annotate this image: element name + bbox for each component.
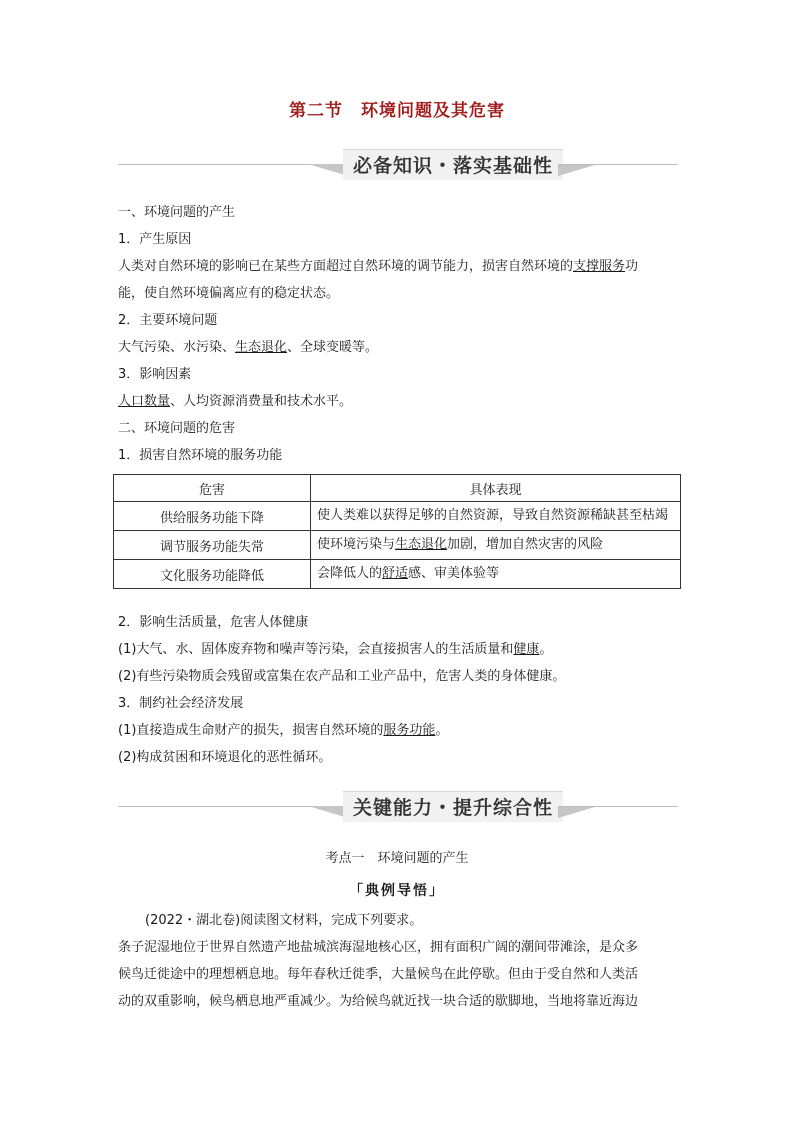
subheading-factors: 3．影响因素: [118, 367, 192, 382]
answer-underline: 生态退化: [395, 537, 448, 552]
answer-underline: 生态退化: [235, 340, 288, 355]
question-line-2: 候鸟迁徙途中的理想栖息地。每年春秋迁徙季，大量候鸟在此停歇。但由于受自然和人类活: [118, 967, 639, 982]
economy-item-1: (1)直接造成生命财产的损失，损害自然环境的服务功能。: [118, 723, 449, 738]
page-title: 第二节 环境问题及其危害: [289, 101, 505, 121]
banner-label: 关键能力・提升综合性: [352, 797, 553, 819]
table-header-harm: 危害: [114, 475, 311, 502]
cause-line-1: 人类对自然环境的影响已在某些方面超过自然环境的调节能力，损害自然环境的支撑服务功: [118, 259, 639, 274]
subheading-health: 2．影响生活质量，危害人体健康: [118, 615, 309, 630]
answer-underline: 服务功能: [383, 723, 436, 738]
question-line-3: 动的双重影响，候鸟栖息地严重减少。为给候鸟就近找一块合适的歇脚地，当地将靠近海边: [118, 994, 639, 1009]
answer-underline: 健康: [513, 642, 540, 657]
answer-underline: 人口数量: [118, 394, 171, 409]
cause-line-2: 能，使自然环境偏离应有的稳定状态。: [118, 286, 340, 301]
factors-line: 人口数量、人均资源消费量和技术水平。: [118, 394, 353, 409]
question-intro: (2022・湖北卷)阅读图文材料，完成下列要求。: [145, 913, 423, 928]
subheading-main-problems: 2．主要环境问题: [118, 313, 218, 328]
main-problems-line: 大气污染、水污染、生态退化、全球变暖等。: [118, 340, 379, 355]
table-row: [114, 531, 681, 560]
table-cell: 使环境污染与生态退化加剧，增加自然灾害的风险: [311, 531, 681, 560]
table-header-detail: 具体表现: [311, 475, 681, 502]
table-cell: 文化服务功能降低: [114, 560, 311, 589]
table-row: [114, 502, 681, 531]
subheading-economy: 3．制约社会经济发展: [118, 696, 244, 711]
table-header-row: [114, 475, 681, 502]
subheading-service-function: 1．损害自然环境的服务功能: [118, 448, 283, 463]
section-heading-harm: 二、环境问题的危害: [118, 421, 236, 436]
harm-table: [113, 474, 681, 589]
health-item-1: (1)大气、水、固体废弃物和噪声等污染，会直接损害人的生活质量和健康。: [118, 642, 553, 657]
section-heading-origin: 一、环境问题的产生: [118, 205, 236, 220]
table-row: [114, 560, 681, 589]
table-cell: 调节服务功能失常: [114, 531, 311, 560]
section-banner-knowledge: [118, 149, 678, 183]
banner-label: 必备知识・落实基础性: [352, 155, 553, 177]
answer-underline: 舒适: [382, 566, 409, 581]
economy-item-2: (2)构成贫困和环境退化的恶性循环。: [118, 750, 332, 765]
topic-heading: 考点一 环境问题的产生: [325, 851, 469, 866]
section-banner-ability: [118, 791, 678, 825]
table-cell: 会降低人的舒适感、审美体验等: [311, 560, 681, 589]
answer-underline: 支撑服务: [573, 259, 626, 274]
question-line-1: 条子泥湿地位于世界自然遗产地盐城滨海湿地核心区，拥有面积广阔的潮间带滩涂，是众多: [118, 940, 639, 955]
table-cell: 供给服务功能下降: [114, 502, 311, 531]
table-cell: 使人类难以获得足够的自然资源，导致自然资源稀缺甚至枯竭: [311, 502, 681, 531]
subheading-cause: 1．产生原因: [118, 232, 192, 247]
example-label: 「典例导悟」: [349, 883, 445, 899]
health-item-2: (2)有些污染物质会残留或富集在农产品和工业产品中，危害人类的身体健康。: [118, 669, 566, 684]
